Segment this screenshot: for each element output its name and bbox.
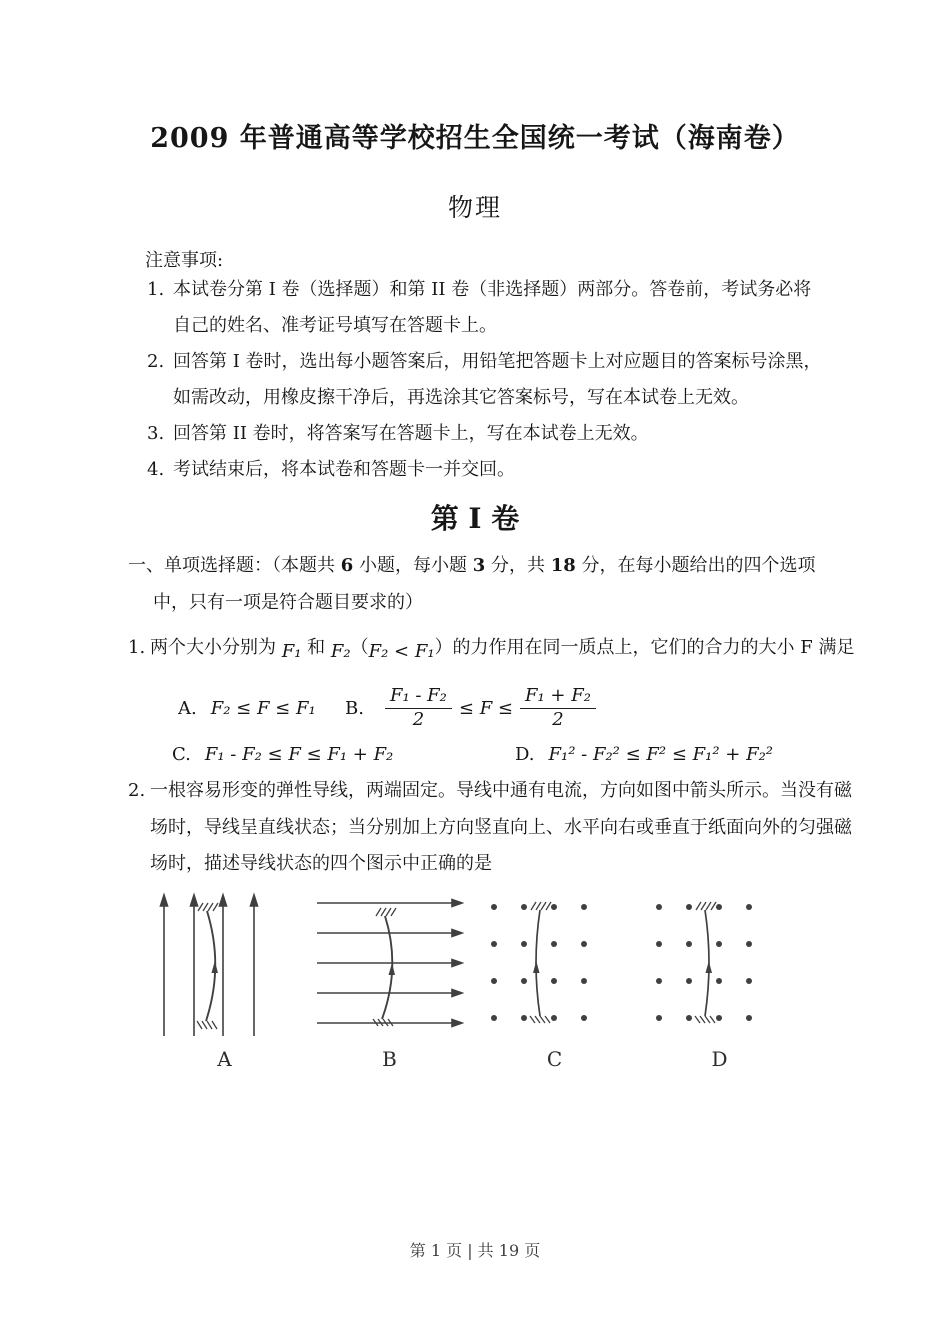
figure-c-drawing <box>480 891 630 1041</box>
figure-d <box>645 891 795 1071</box>
notice-item-3 <box>147 416 825 452</box>
notice-item-2-text: 回答第 I 卷时，选出每小题答案后，用铅笔把答题卡上对应题目的答案标号涂黑，如需改动，用橡皮擦干净后，再选涂其它答案标号，写在本试卷上无效。 <box>173 351 822 408</box>
notice-item-3-number: 3. <box>147 423 165 444</box>
notice-item-4-number: 4. <box>147 459 165 480</box>
option-b-fraction-2 <box>520 685 596 732</box>
section1-text3: 分，共 <box>485 555 551 576</box>
dots-grid <box>656 904 752 1021</box>
notice-item-1 <box>147 272 825 344</box>
anchor-hatch-bottom <box>197 1021 217 1029</box>
notice-item-3-text: 回答第 II 卷时，将答案写在答题卡上，写在本试卷上无效。 <box>173 423 649 444</box>
notice-item-4 <box>147 452 825 488</box>
section1-text: 一、单项选择题：（本题共 <box>128 555 341 576</box>
figure-c-label: C <box>546 1047 564 1072</box>
anchor-hatch-top <box>696 902 716 910</box>
q2-figure-strip <box>150 891 795 1071</box>
notice-item-2 <box>147 344 825 416</box>
option-b-label: B. <box>345 697 364 719</box>
option-b-frac2-denominator: 2 <box>552 709 564 731</box>
option-b-frac1-numerator: F₁ - F₂ <box>385 685 452 710</box>
figure-a-label: A <box>217 1047 233 1072</box>
current-arrow <box>706 961 713 973</box>
option-a-formula: F₂ ≤ F ≤ F₁ <box>210 697 316 719</box>
force-condition: F₂ < F₁ <box>368 640 435 662</box>
section1-points: 3 <box>472 555 486 576</box>
question-1-paren-open: （ <box>350 636 369 658</box>
option-b-frac1-denominator: 2 <box>412 709 425 731</box>
page-footer: 第 1 页 | 共 19 页 <box>409 1241 541 1260</box>
notice-list <box>0 272 950 488</box>
question-2 <box>128 773 855 884</box>
force-f1-symbol: F₁ <box>281 640 302 662</box>
page-title: 2009 年普通高等学校招生全国统一考试（海南卷） <box>150 123 800 154</box>
figure-a <box>150 891 300 1071</box>
q1-option-c <box>172 744 515 765</box>
anchor-hatch-top <box>376 908 396 916</box>
q1-option-d <box>515 744 773 765</box>
section1-text2: 小题，每小题 <box>353 555 473 576</box>
notice-label: 注意事项: <box>145 250 224 271</box>
question-1-text: 两个大小分别为 <box>150 636 282 658</box>
anchor-hatch-top <box>198 903 218 911</box>
option-d-label: D. <box>515 743 535 765</box>
q1-option-b <box>345 685 596 732</box>
question-1-number: 1. <box>128 636 146 658</box>
anchor-hatch-top <box>531 902 551 910</box>
q1-options-row-2 <box>172 744 950 765</box>
option-c-label: C. <box>172 743 191 765</box>
section1-total-points: 18 <box>550 555 576 576</box>
subject-title: 物理 <box>447 193 502 222</box>
figure-b-label: B <box>382 1047 398 1072</box>
question-2-number: 2. <box>128 779 146 801</box>
q1-options-row-1 <box>178 685 950 732</box>
figure-d-drawing <box>645 891 795 1041</box>
question-1-text2: 和 <box>301 636 331 658</box>
option-b-frac2-numerator: F₁ + F₂ <box>520 685 596 710</box>
current-arrow <box>533 961 540 973</box>
option-b-middle: ≤ F ≤ <box>458 697 513 719</box>
force-f2-symbol: F₂ <box>330 640 351 662</box>
question-2-text: 一根容易形变的弹性导线，两端固定。导线中通有电流，方向如图中箭头所示。当没有磁场时，导线呈直线状态；当分别加上方向竖直向上、水平向右或垂直于纸面向外的匀强磁场时，描述导线状态的四个图示中正确的是 <box>150 779 852 875</box>
current-arrow <box>389 963 396 975</box>
field-arrows-right <box>317 900 462 1027</box>
section1-text4: 分，在每小题给出的四个选项中，只有一项是符合题目要求的） <box>153 555 816 613</box>
figure-d-label: D <box>711 1047 729 1072</box>
option-a-label: A. <box>178 697 197 719</box>
section1-heading <box>128 548 830 622</box>
option-c-formula: F₁ - F₂ ≤ F ≤ F₁ + F₂ <box>204 743 394 765</box>
q1-option-a <box>178 698 345 719</box>
current-arrow <box>212 961 219 973</box>
figure-a-drawing <box>150 891 300 1041</box>
figure-c <box>480 891 630 1071</box>
anchor-hatch-bottom <box>530 1016 550 1023</box>
option-b-fraction-1 <box>385 685 452 732</box>
part1-heading: 第 I 卷 <box>430 502 520 535</box>
notice-item-4-text: 考试结束后，将本试卷和答题卡一并交回。 <box>173 459 515 480</box>
option-d-formula: F₁² - F₂² ≤ F² ≤ F₁² + F₂² <box>548 743 774 765</box>
anchor-hatch-bottom <box>695 1016 715 1023</box>
notice-item-2-number: 2. <box>147 351 165 372</box>
figure-b-drawing <box>315 891 465 1041</box>
figure-b <box>315 891 465 1071</box>
section1-count: 6 <box>340 555 354 576</box>
question-1-text3: ）的力作用在同一质点上，它们的合力的大小 F 满足 <box>434 636 855 658</box>
question-1 <box>128 630 855 671</box>
notice-item-1-text: 本试卷分第 I 卷（选择题）和第 II 卷（非选择题）两部分。答卷前，考试务必将自己的姓名、准考证号填写在答题卡上。 <box>173 279 812 336</box>
notice-item-1-number: 1. <box>147 279 165 300</box>
